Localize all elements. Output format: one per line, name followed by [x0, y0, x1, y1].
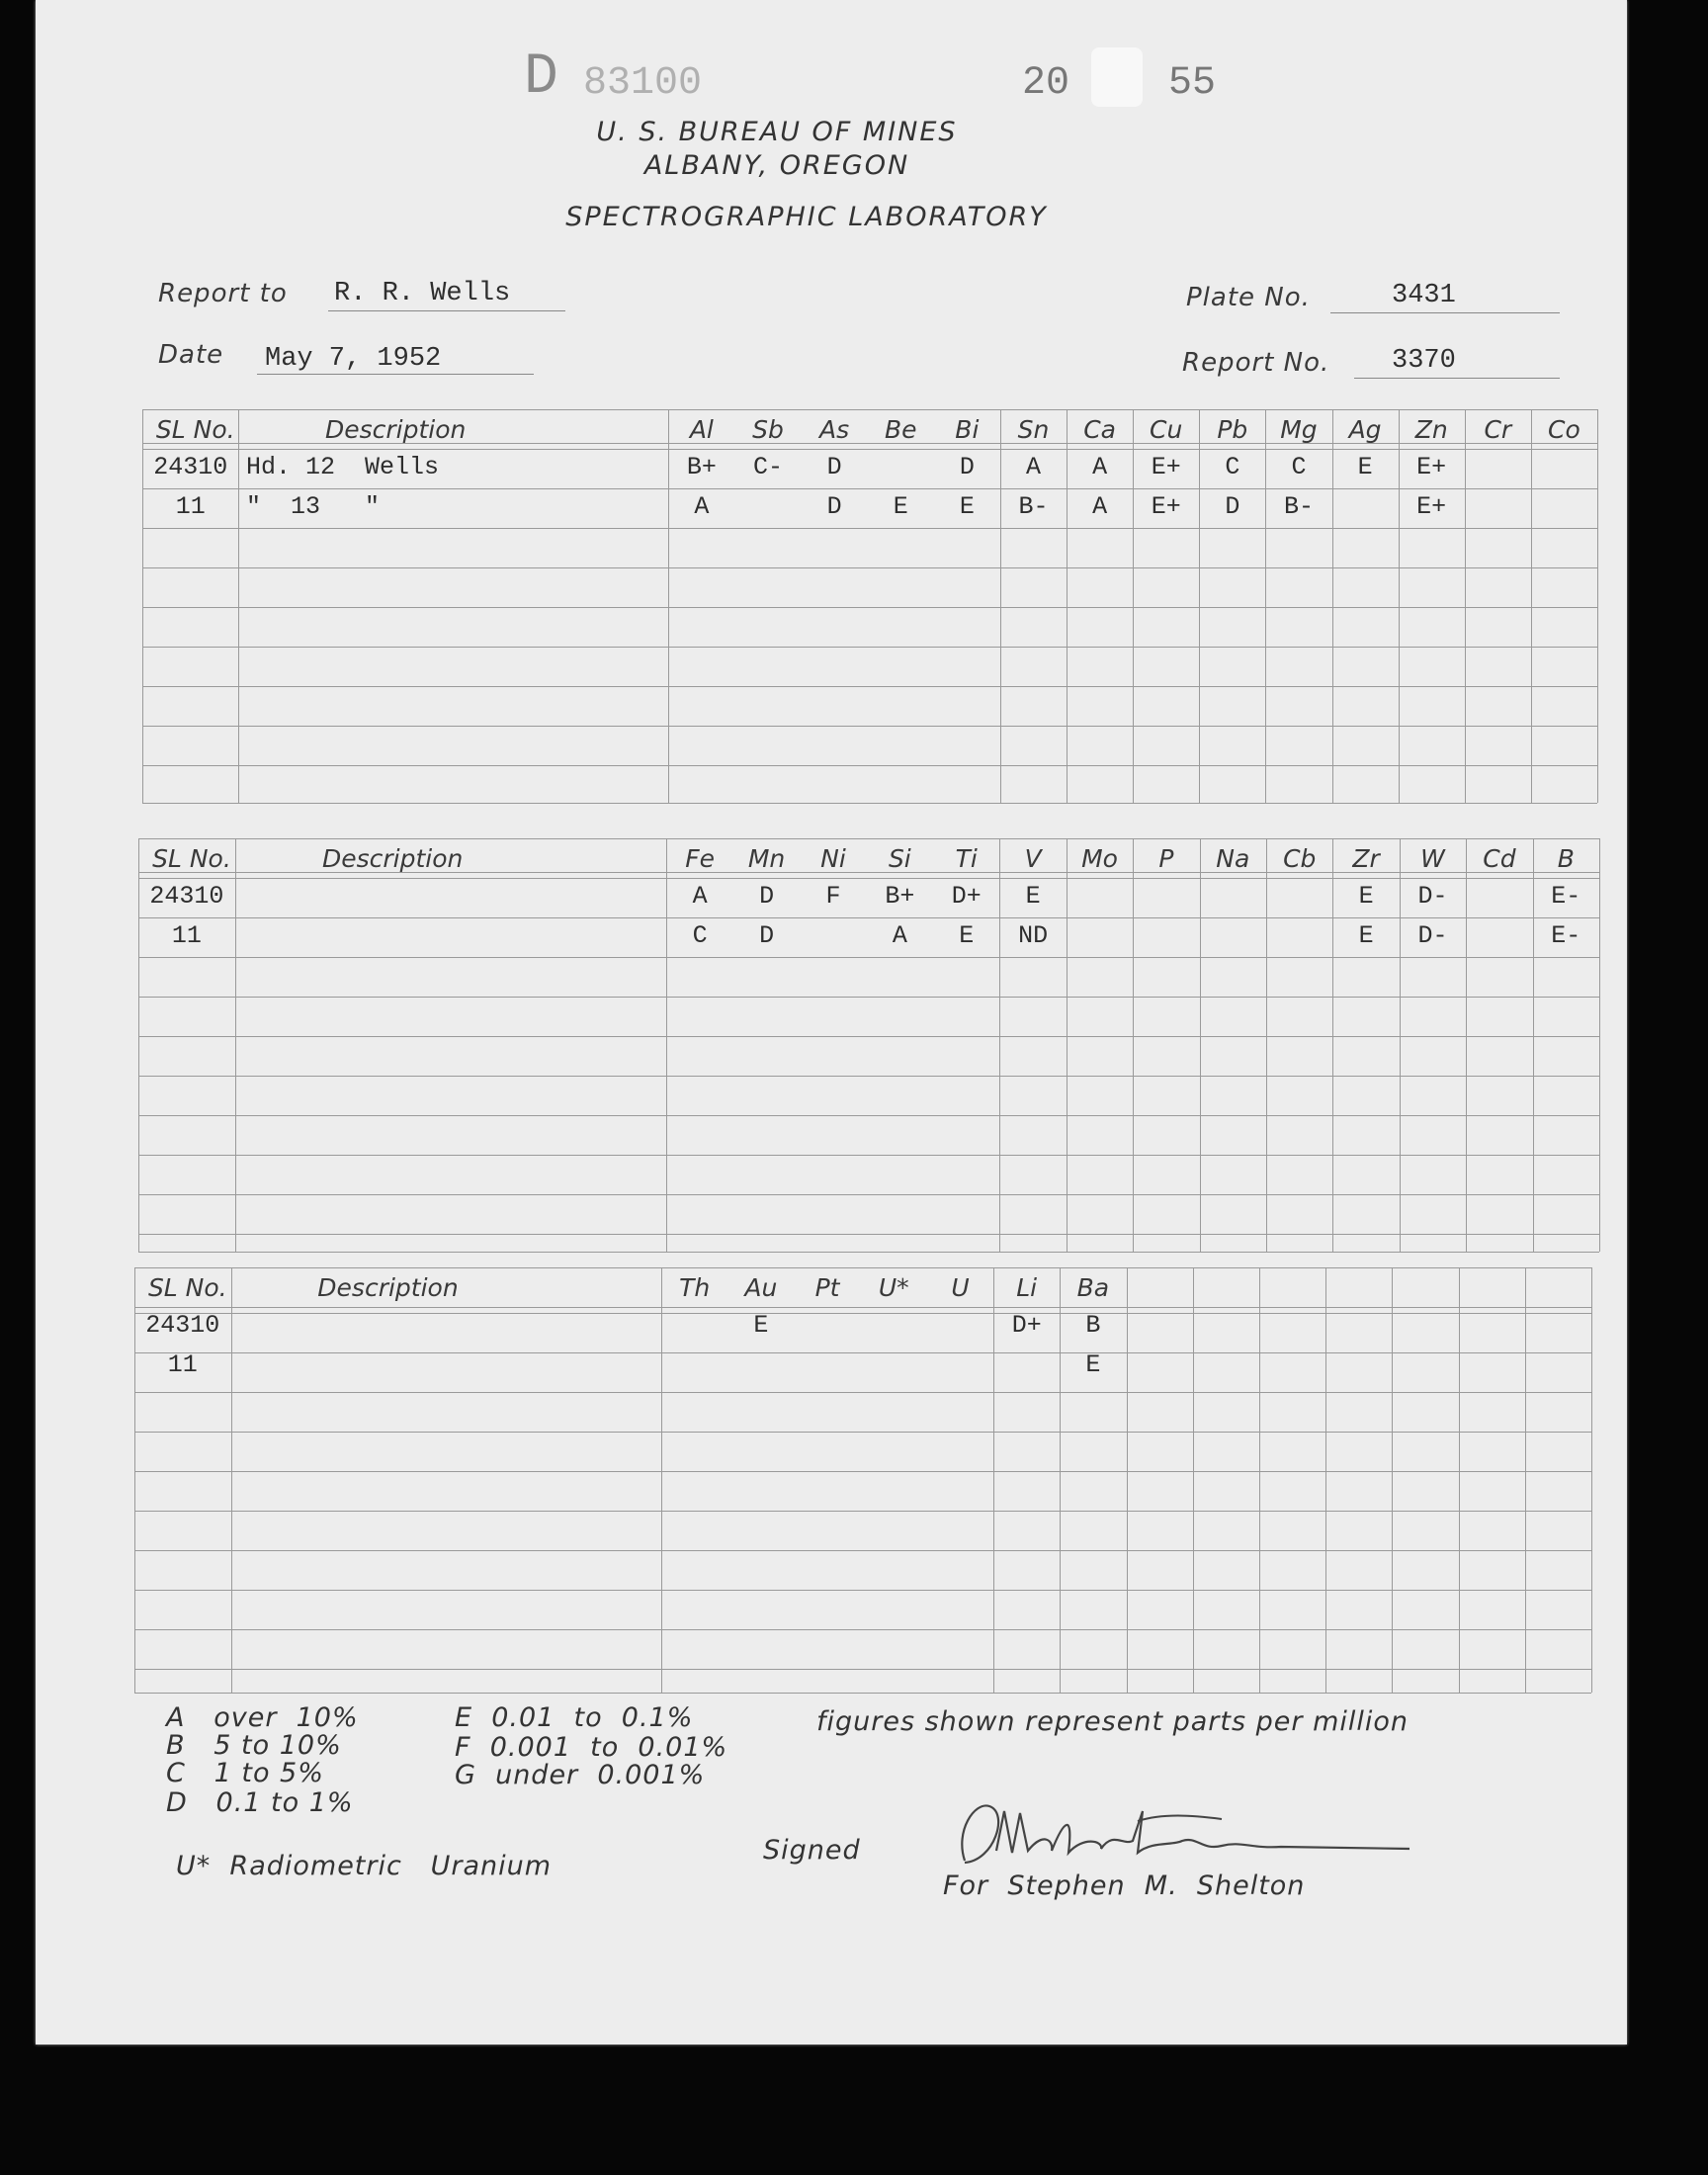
element-header: Zn — [1414, 415, 1448, 444]
legend-d: D 0.1 to 1% — [166, 1787, 354, 1818]
element-value: E — [1085, 1350, 1101, 1379]
element-value: D — [759, 882, 775, 911]
legend-f: F 0.001 to 0.01% — [455, 1732, 728, 1763]
element-header: Ni — [820, 844, 846, 873]
table-rule — [134, 1629, 1591, 1630]
punch-hole — [1091, 47, 1143, 107]
element-value: D — [826, 453, 842, 481]
element-value: D — [1225, 492, 1240, 521]
element-value: D- — [1417, 921, 1448, 950]
table-column-rule — [1465, 409, 1466, 803]
element-header: Sn — [1017, 415, 1050, 444]
element-value: E+ — [1151, 453, 1181, 481]
table-column-rule — [1466, 838, 1467, 1252]
table-rule — [138, 1194, 1599, 1195]
table-column-rule — [1266, 838, 1267, 1252]
element-value: E+ — [1151, 492, 1181, 521]
element-value: ND — [1018, 921, 1049, 950]
element-value: E — [1025, 882, 1041, 911]
table-rule — [142, 449, 1597, 450]
element-value: A — [1092, 453, 1108, 481]
plate-underline — [1330, 312, 1560, 313]
table-column-rule — [1127, 1267, 1128, 1693]
report-to-value: R. R. Wells — [334, 279, 511, 308]
element-value: E+ — [1416, 492, 1447, 521]
table-column-rule — [231, 1267, 232, 1693]
report-to-label: Report to — [158, 279, 288, 308]
sample-description: " 13 " — [245, 492, 380, 521]
signature-for: For Stephen M. Shelton — [943, 1870, 1306, 1901]
sl-no-header: SL No. — [147, 1273, 227, 1302]
table-rule — [134, 1432, 1591, 1433]
table-rule — [138, 1115, 1599, 1116]
element-header: P — [1158, 844, 1174, 873]
element-value: E — [893, 492, 908, 521]
element-value: E- — [1551, 921, 1581, 950]
description-header: Description — [321, 844, 464, 873]
element-value: E- — [1551, 882, 1581, 911]
table-rule — [138, 878, 1599, 879]
table-rule — [142, 488, 1597, 489]
element-value: C — [1291, 453, 1307, 481]
element-value: B+ — [686, 453, 717, 481]
table-rule — [138, 957, 1599, 958]
table-rule — [138, 1036, 1599, 1037]
table-column-rule — [1133, 838, 1134, 1252]
element-header: U — [951, 1273, 970, 1302]
table-rule — [138, 997, 1599, 998]
table-rule — [138, 1155, 1599, 1156]
element-value: E+ — [1416, 453, 1447, 481]
element-value: C- — [752, 453, 783, 481]
element-header: Ca — [1083, 415, 1116, 444]
table-column-rule — [661, 1267, 662, 1693]
table-column-rule — [1599, 838, 1600, 1252]
legend-a: A over 10% — [166, 1702, 359, 1733]
report-no-underline — [1354, 378, 1560, 379]
table-column-rule — [238, 409, 239, 803]
stamp-right-prefix: 20 — [1022, 61, 1070, 106]
element-value: A — [694, 492, 710, 521]
sample-number: 24310 — [153, 453, 228, 481]
scan-background — [0, 2068, 1708, 2175]
sl-no-header: SL No. — [155, 415, 235, 444]
report-no-label: Report No. — [1182, 348, 1330, 378]
element-header: Cu — [1150, 415, 1183, 444]
table-rule — [142, 803, 1597, 804]
table-rule — [134, 1693, 1591, 1694]
table-rule — [134, 1471, 1591, 1472]
uranium-note: U* Radiometric Uranium — [176, 1851, 553, 1881]
element-header: Ag — [1348, 415, 1382, 444]
table-rule — [134, 1392, 1591, 1393]
element-header: Li — [1016, 1273, 1038, 1302]
legend-g: G under 0.001% — [455, 1760, 706, 1790]
table-column-rule — [1259, 1267, 1260, 1693]
table-column-rule — [1591, 1267, 1592, 1693]
legend-c: C 1 to 5% — [166, 1758, 324, 1788]
element-value: D — [959, 453, 975, 481]
table-rule — [138, 1252, 1599, 1253]
sample-number: 24310 — [145, 1311, 220, 1340]
table-column-rule — [1525, 1267, 1526, 1693]
table-rule — [138, 1234, 1599, 1235]
table-rule — [142, 567, 1597, 568]
description-header: Description — [317, 1273, 459, 1302]
table-rule — [138, 917, 1599, 918]
legend-e: E 0.01 to 0.1% — [455, 1702, 694, 1733]
element-header: Al — [689, 415, 714, 444]
table-rule — [134, 1267, 1591, 1268]
date-value: May 7, 1952 — [265, 344, 442, 374]
element-header: Be — [884, 415, 917, 444]
lab-title: SPECTROGRAPHIC LABORATORY — [565, 202, 1048, 232]
element-header: Zr — [1352, 844, 1380, 873]
org-location: ALBANY, OREGON — [643, 150, 910, 181]
element-header: B — [1557, 844, 1575, 873]
element-value: B — [1085, 1311, 1101, 1340]
table-rule — [134, 1313, 1591, 1314]
table-rule — [134, 1352, 1591, 1353]
date-underline — [257, 374, 534, 375]
element-header: As — [819, 415, 850, 444]
element-value: D+ — [951, 882, 982, 911]
element-header: V — [1024, 844, 1042, 873]
sample-number: 11 — [175, 492, 206, 521]
table-column-rule — [1200, 838, 1201, 1252]
plate-value: 3431 — [1392, 281, 1456, 310]
element-header: Mn — [747, 844, 786, 873]
element-header: Ba — [1076, 1273, 1110, 1302]
table-rule — [142, 686, 1597, 687]
element-header: Pb — [1217, 415, 1248, 444]
element-table-1 — [142, 409, 1597, 803]
element-value: E — [1358, 882, 1374, 911]
element-value: F — [825, 882, 841, 911]
table-rule — [142, 607, 1597, 608]
element-header: Ti — [955, 844, 978, 873]
table-rule — [138, 1076, 1599, 1077]
table-column-rule — [1067, 838, 1068, 1252]
stamp-right-number: 55 — [1168, 61, 1217, 106]
element-value: E — [959, 492, 975, 521]
table-rule — [134, 1669, 1591, 1670]
table-rule — [142, 409, 1597, 410]
element-header: Bi — [955, 415, 980, 444]
table-rule — [138, 838, 1599, 839]
element-value: D — [826, 492, 842, 521]
element-table-3 — [134, 1267, 1591, 1693]
element-header: Cd — [1483, 844, 1516, 873]
table-rule — [142, 528, 1597, 529]
element-value: A — [892, 921, 907, 950]
table-column-rule — [1193, 1267, 1194, 1693]
element-value: E — [1358, 921, 1374, 950]
element-value: E — [753, 1311, 769, 1340]
description-header: Description — [324, 415, 467, 444]
sample-number: 11 — [171, 921, 202, 950]
element-value: D — [759, 921, 775, 950]
date-label: Date — [158, 340, 224, 370]
sample-number: 24310 — [149, 882, 224, 911]
element-value: B- — [1283, 492, 1314, 521]
element-value: C — [692, 921, 708, 950]
table-rule — [134, 1550, 1591, 1551]
element-header: Co — [1548, 415, 1580, 444]
report-sheet — [36, 0, 1627, 2044]
element-table-2 — [138, 838, 1599, 1252]
table-column-rule — [1597, 409, 1598, 803]
element-header: U* — [878, 1273, 909, 1302]
element-header: Th — [679, 1273, 711, 1302]
sample-description: Hd. 12 Wells — [245, 453, 439, 481]
element-value: A — [692, 882, 708, 911]
legend-b: B 5 to 10% — [166, 1730, 342, 1761]
table-column-rule — [1459, 1267, 1460, 1693]
table-rule — [134, 1307, 1591, 1308]
table-rule — [142, 647, 1597, 648]
sl-no-header: SL No. — [152, 844, 231, 873]
element-value: E — [959, 921, 975, 950]
element-header: Na — [1216, 844, 1250, 873]
stamp-left-number: 83100 — [583, 61, 703, 106]
table-rule — [142, 765, 1597, 766]
element-header: Cb — [1283, 844, 1317, 873]
element-value: B- — [1018, 492, 1049, 521]
element-header: Au — [744, 1273, 778, 1302]
table-column-rule — [235, 838, 236, 1252]
element-value: E — [1357, 453, 1373, 481]
handwritten-signature — [935, 1791, 1419, 1876]
element-header: Si — [888, 844, 911, 873]
element-header: Mg — [1280, 415, 1318, 444]
element-header: Fe — [685, 844, 716, 873]
element-header: W — [1420, 844, 1445, 873]
element-value: C — [1225, 453, 1240, 481]
signed-label: Signed — [763, 1835, 861, 1866]
element-value: A — [1092, 492, 1108, 521]
table-column-rule — [1392, 1267, 1393, 1693]
element-header: Cr — [1484, 415, 1512, 444]
stamp-left-letter: D — [524, 45, 558, 110]
element-value: B+ — [885, 882, 915, 911]
ppm-note: figures shown represent parts per million — [816, 1706, 1409, 1737]
table-rule — [134, 1590, 1591, 1591]
table-rule — [134, 1511, 1591, 1512]
element-value: D+ — [1011, 1311, 1042, 1340]
element-value: A — [1025, 453, 1041, 481]
element-header: Pt — [814, 1273, 840, 1302]
table-column-rule — [1531, 409, 1532, 803]
report-to-underline — [328, 310, 565, 311]
table-column-rule — [1325, 1267, 1326, 1693]
element-value: D- — [1417, 882, 1448, 911]
element-header: Sb — [752, 415, 784, 444]
org-title: U. S. BUREAU OF MINES — [596, 117, 958, 147]
sample-number: 11 — [167, 1350, 198, 1379]
table-rule — [142, 726, 1597, 727]
element-header: Mo — [1081, 844, 1118, 873]
report-no-value: 3370 — [1392, 346, 1456, 376]
plate-label: Plate No. — [1186, 283, 1311, 312]
